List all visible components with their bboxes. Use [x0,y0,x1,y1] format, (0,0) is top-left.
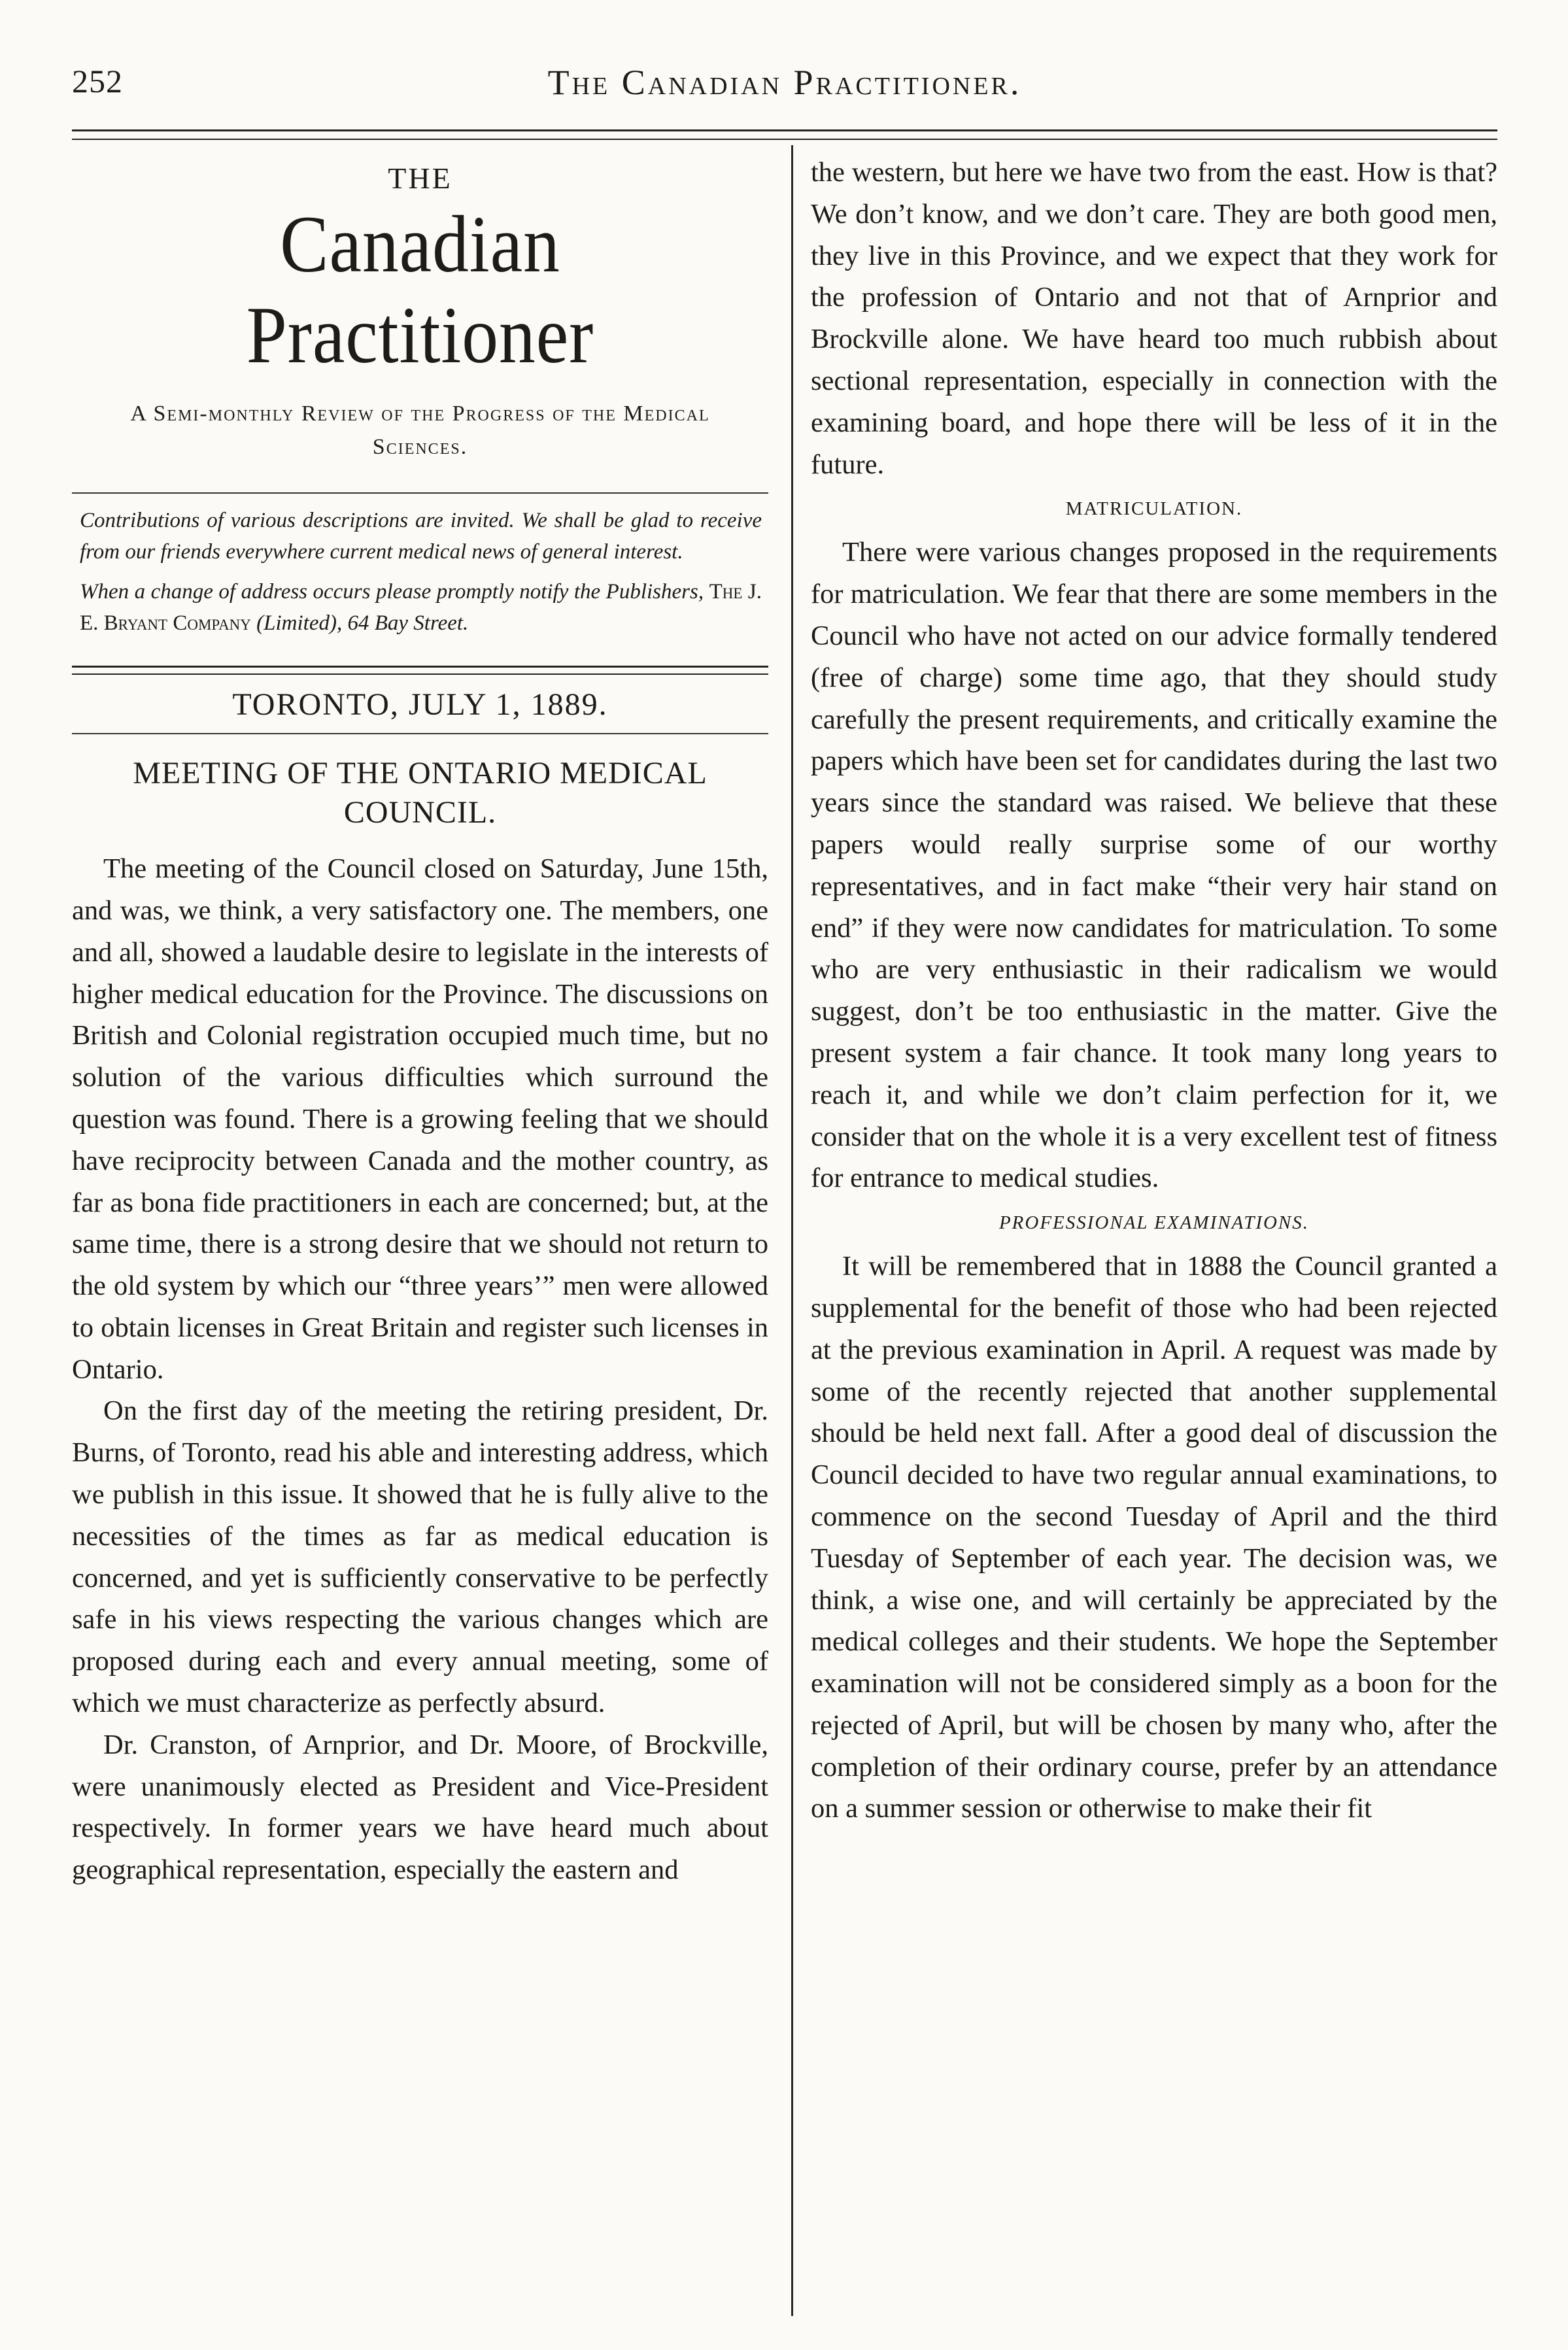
paragraph: On the first day of the meeting the retiring president, Dr. Burns, of Toronto, read his able and interesting address, which we publish in this issue. It showed that he is fully alive to the necessities of the times as far as medical education is concerned, and yet is sufficiently conservative to be perfectly safe in his views respecting the various changes which are proposed during each and every annual meeting, some of which we must characterize as perfectly absurd. [72,1395,768,1719]
dateline: TORONTO, JULY 1, 1889. [232,687,608,723]
paragraph: Dr. Cranston, of Arnprior, and Dr. Moore, of Brockville, were unanimously elected as President and Vice-President respectively. In former years we have heard much about geographical representation, especially the eastern and [72,1729,768,1886]
header-rule-thin [72,139,1497,140]
contributions-notice: Contributions of various descriptions are invited. We shall be glad to receive from our friends everywhere current medical news of general interest. [80,508,762,564]
left-column [72,157,768,1891]
address-notice-post: (Limited), 64 Bay Street. [256,611,469,636]
section-heading-professional-examinations: PROFESSIONAL EXAMINATIONS. [998,1212,1310,1234]
column-divider [791,145,793,2316]
dateline-rule-bottom [72,733,768,734]
paragraph: It will be remembered that in 1888 the Council granted a supplemental for the benefit of those who had been rejected at the previous examination in April. A request was made by some of the recently rejected that another supplemental should be held next fall. After a good deal of discussion the Council decided to have two regular annual examinations, to commence on the second Tuesday of April and the third Tuesday of September of each year. The decision was, we think, a wise one, and will certainly be appreciated by the medical colleges and their students. We hope the September examination will not be considered simply as a boon for the rejected of April, but will be chosen by many who, after the completion of their ordinary course, prefer by an attendance on a summer session or otherwise to make their fit [811,1251,1497,1824]
header-rule [72,129,1497,131]
paragraph: There were various changes proposed in the requirements for matriculation. We fear that there are some members in the Council who have not acted on our advice formally tendered (free of charge) some time ago, that they should study carefully the present requirements, and critically examine the papers which have been set for candidates during the last two years since the standard was raised. We believe that these papers would really surprise some of our worthy representatives, and in fact make “their very hair stand on end” if they were now candidates for matriculation. To some who are very enthusiastic in their radicalism we would suggest, don’t be too enthusiastic in the matter. Give the present system a fair chance. It took many long years to reach it, and while we don’t claim perfection for it, we consider that on the whole it is a very excellent test of fitness for entrance to medical studies. [811,537,1497,1194]
right-column [811,152,1497,1830]
address-notice [80,577,762,639]
dateline-rule-top [72,666,768,668]
address-notice-pre: When a change of address occurs please promptly notify the Publishers, [80,580,704,604]
running-title: The Canadian Practitioner. [547,63,1022,102]
dateline-rule-top-thin [72,673,768,675]
section-heading-matriculation: MATRICULATION. [1065,498,1243,520]
publisher-name: The J. E. Bryant Company [80,580,762,636]
paragraph-continued: the western, but here we have two from the east. How is that? We don’t know, and we don’t care. They are both good men, they live in this Province, and we expect that they work for the profession of Ontario and not that of Arnprior and Brockville alone. We have heard too much rubbish about sectional representation, especially in connection with the examining board, and hope there will be less of it in the future. [811,157,1497,480]
masthead-subtitle: A Semi-monthly Review of the Progress of the Medical Sciences. [130,401,710,459]
article-title: MEETING OF THE ONTARIO MEDICAL COUNCIL. [133,756,707,830]
page-number: 252 [72,63,123,99]
paragraph: The meeting of the Council closed on Saturday, June 15th, and was, we think, a very satisfactory one. The members, one and all, showed a laudable desire to legislate in the interests of higher medical education for the Province. The discussions on British and Colonial registration occupied much time, but no solution of the various difficulties which surround the question was found. There is a growing feeling that we should have reciprocity between Canada and the mother country, as far as bona fide practitioners in each are concerned; but, at the same time, there is a strong desire that we should not return to the old system by which our “three years’” men were allowed to obtain licenses in Great Britain and register such licenses in Ontario. [72,853,768,1385]
masthead-the: THE [388,162,452,195]
running-head [72,62,1497,114]
masthead-rule [72,492,768,494]
masthead-title: Canadian Practitioner [246,199,594,380]
